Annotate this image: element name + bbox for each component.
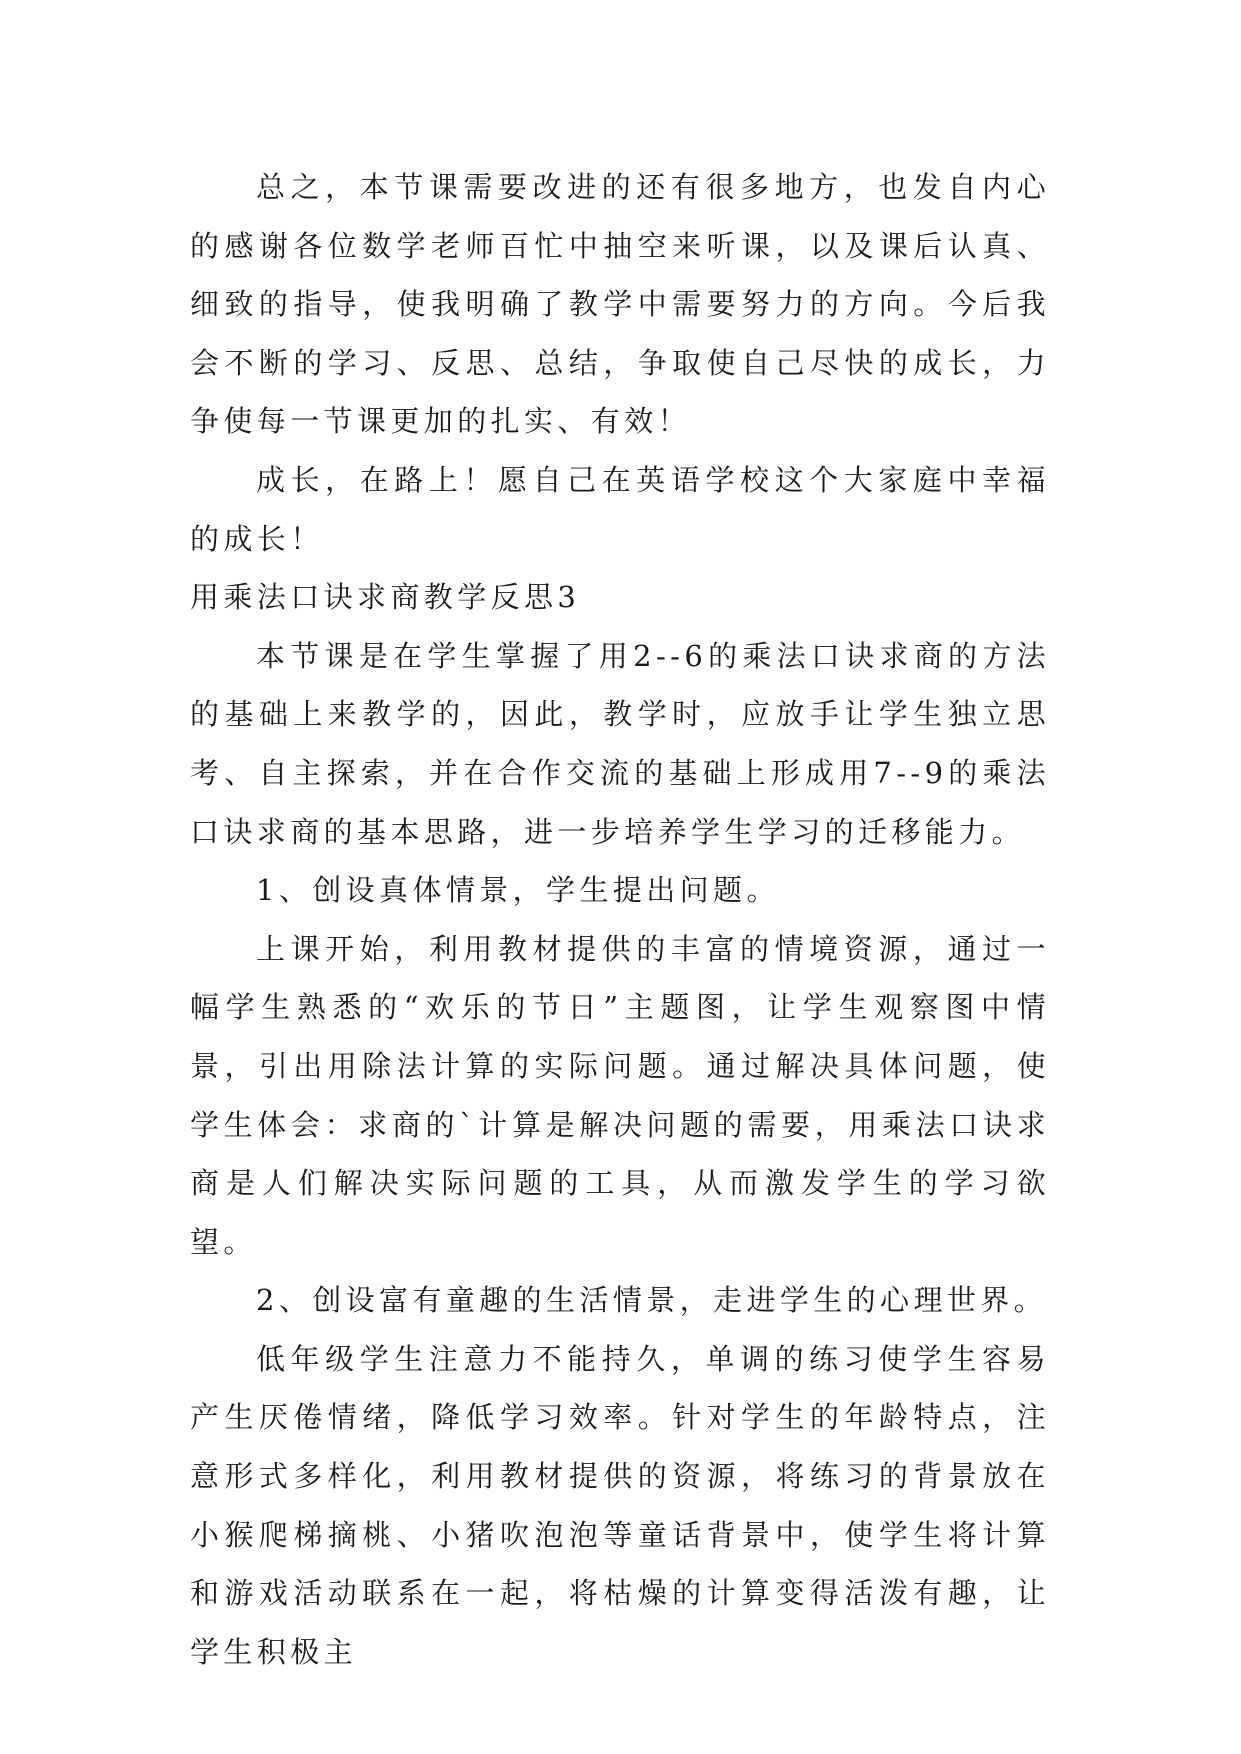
list-item-1: 1、创设真体情景，学生提出问题。 xyxy=(256,873,780,908)
paragraph-growth: 成长，在路上！愿自己在英语学校这个大家庭中幸福的成长！ xyxy=(190,462,1050,556)
paragraph-lesson-start: 上课开始，利用教材提供的丰富的情境资源，通过一幅学生熟悉的“欢乐的节日”主题图，让学生观察图中情景，引出用除法计算的实际问题。通过解决具体问题，使学生体会：求商的`计算是解决问题的需要，用乘法口诀求商是人们解决实际问题的工具，从而激发学生的学习欲望。 xyxy=(190,931,1050,1259)
list-item-2: 2、创设富有童趣的生活情景，走进学生的心理世界。 xyxy=(256,1283,1048,1318)
document-page xyxy=(190,158,1050,1681)
paragraph-practice: 低年级学生注意力不能持久，单调的练习使学生容易产生厌倦情绪，降低学习效率。针对学生的年龄特点，注意形式多样化，利用教材提供的资源，将练习的背景放在小猴爬梯摘桃、小猪吹泡泡等童话背景中，使学生将计算和游戏活动联系在一起，将枯燥的计算变得活泼有趣，让学生积极主 xyxy=(190,1341,1050,1669)
paragraph-summary: 总之，本节课需要改进的还有很多地方，也发自内心的感谢各位数学老师百忙中抽空来听课，以及课后认真、细致的指导，使我明确了教学中需要努力的方向。今后我会不断的学习、反思、总结，争取使自己尽快的成长，力争使每一节课更加的扎实、有效！ xyxy=(190,170,1050,439)
paragraph-intro: 本节课是在学生掌握了用2--6的乘法口诀求商的方法的基础上来教学的，因此，教学时，应放手让学生独立思考、自主探索，并在合作交流的基础上形成用7--9的乘法口诀求商的基本思路，进一步培养学生学习的迁移能力。 xyxy=(190,638,1050,849)
section-heading: 用乘法口诀求商教学反思3 xyxy=(190,580,581,615)
